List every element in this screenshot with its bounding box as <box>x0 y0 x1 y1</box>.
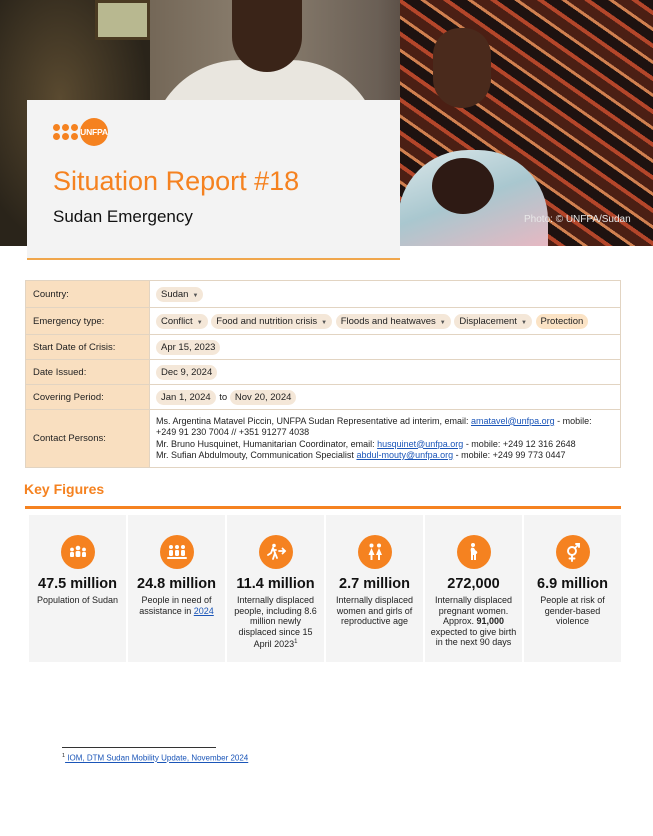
photo-woman-face <box>433 28 491 108</box>
report-info-table <box>25 280 621 468</box>
logo-dots <box>53 124 78 140</box>
row-country <box>26 281 621 308</box>
displaced-person-icon <box>259 535 293 569</box>
figure-description: People in need of assistance in 2024 <box>139 595 214 616</box>
footnote-divider <box>62 747 216 748</box>
key-figures <box>29 515 621 662</box>
emergency-chip-displacement[interactable]: Displacement ▼ <box>454 314 532 329</box>
period-to-chip[interactable]: Nov 20, 2024 <box>230 390 297 405</box>
contact-3: Mr. Sufian Abdulmouty, Communication Specialist abdul-mouty@unfpa.org - mobile: +249 99 773 0447 <box>156 449 566 460</box>
footnote-link[interactable]: IOM, DTM Sudan Mobility Update, November 2024 <box>65 753 249 763</box>
row-covering-period <box>26 385 621 410</box>
figure-description: Internally displaced pregnant women. Approx. 91,000 expected to give birth in the next 90 days <box>430 595 517 648</box>
gender-symbol-icon <box>556 535 590 569</box>
contact-2-email-link[interactable]: husquinet@unfpa.org <box>377 438 464 449</box>
figure-population <box>29 515 126 662</box>
dropdown-caret-icon: ▼ <box>192 292 199 299</box>
country-chip[interactable]: Sudan ▼ <box>156 287 203 302</box>
year-2024-link[interactable]: 2024 <box>193 605 214 616</box>
unfpa-logo <box>53 118 108 146</box>
row-emergency-type <box>26 308 621 335</box>
date-issued-label: Date Issued: <box>26 360 150 385</box>
footnote-mark: 1 <box>62 753 66 759</box>
dropdown-caret-icon: ▼ <box>196 319 203 326</box>
page-subtitle: Sudan Emergency <box>53 207 193 226</box>
emergency-chip-protection[interactable]: Protection <box>536 314 589 329</box>
logo-badge: UNFPA <box>80 118 108 146</box>
start-date-label: Start Date of Crisis: <box>26 335 150 360</box>
figure-description: Internally displaced women and girls of reproductive age <box>335 595 414 627</box>
key-figures-divider <box>25 506 621 509</box>
contact-3-email-link[interactable]: abdul-mouty@unfpa.org <box>356 449 454 460</box>
row-contacts <box>26 410 621 468</box>
figure-gbv-risk <box>524 515 621 662</box>
row-start-date <box>26 335 621 360</box>
figure-number: 47.5 million <box>38 576 117 592</box>
photo-baby <box>432 158 494 214</box>
contact-1-email-link[interactable]: amatavel@unfpa.org <box>470 415 555 426</box>
dropdown-caret-icon: ▼ <box>520 319 527 326</box>
women-girls-icon <box>358 535 392 569</box>
footnote-ref[interactable]: 1 <box>294 639 298 646</box>
footnote <box>62 753 248 763</box>
figure-description: People at risk of gender-based violence <box>540 595 605 627</box>
start-date-chip[interactable]: Apr 15, 2023 <box>156 340 220 355</box>
covering-period-label: Covering Period: <box>26 385 150 410</box>
photo-credit: Photo: © UNFPA/Sudan <box>524 214 631 225</box>
dropdown-caret-icon: ▼ <box>439 319 446 326</box>
figure-description: Population of Sudan <box>36 595 119 605</box>
period-from-chip[interactable]: Jan 1, 2024 <box>156 390 216 405</box>
figure-number: 24.8 million <box>137 576 216 592</box>
emergency-chip-conflict[interactable]: Conflict ▼ <box>156 314 208 329</box>
row-date-issued <box>26 360 621 385</box>
figure-pregnant-women <box>425 515 522 662</box>
photo-man-head <box>232 0 302 72</box>
pregnant-woman-icon <box>457 535 491 569</box>
emergency-type-label: Emergency type: <box>26 308 150 335</box>
figure-idps <box>227 515 324 662</box>
contact-persons-label: Contact Persons: <box>26 410 150 468</box>
page-title: Situation Report #18 <box>53 166 300 196</box>
figure-description: Internally displaced people, including 8.6 million newly displaced since 15 April 2023$^1$ <box>234 595 317 650</box>
contact-2: Mr. Bruno Husquinet, Humanitarian Coordinator, email: husquinet@unfpa.org - mobile: +249 12 316 2648 <box>156 438 576 449</box>
key-figures-heading: Key Figures <box>24 481 105 497</box>
period-to-word: to <box>219 391 228 403</box>
figure-number: 6.9 million <box>537 576 608 592</box>
figure-number: 11.4 million <box>236 576 315 592</box>
figure-number: 272,000 <box>447 576 500 592</box>
contact-persons <box>150 410 621 468</box>
title-divider <box>27 258 400 260</box>
figure-women-girls <box>326 515 423 662</box>
figure-number: 2.7 million <box>339 576 410 592</box>
photo-window <box>95 0 150 40</box>
contact-1: Ms. Argentina Matavel Piccin, UNFPA Sudan Representative ad interim, email: amatavel@unfpa.org - mobile: +249 91 230 7004 // +351 91277 4038 <box>156 415 592 438</box>
emergency-chip-food[interactable]: Food and nutrition crisis ▼ <box>211 314 332 329</box>
emergency-chip-floods[interactable]: Floods and heatwaves ▼ <box>336 314 451 329</box>
figure-people-in-need <box>128 515 225 662</box>
population-icon <box>61 535 95 569</box>
country-label: Country: <box>26 281 150 308</box>
dropdown-caret-icon: ▼ <box>321 319 328 326</box>
title-card <box>27 100 400 260</box>
people-in-need-icon <box>160 535 194 569</box>
date-issued-chip[interactable]: Dec 9, 2024 <box>156 365 217 380</box>
